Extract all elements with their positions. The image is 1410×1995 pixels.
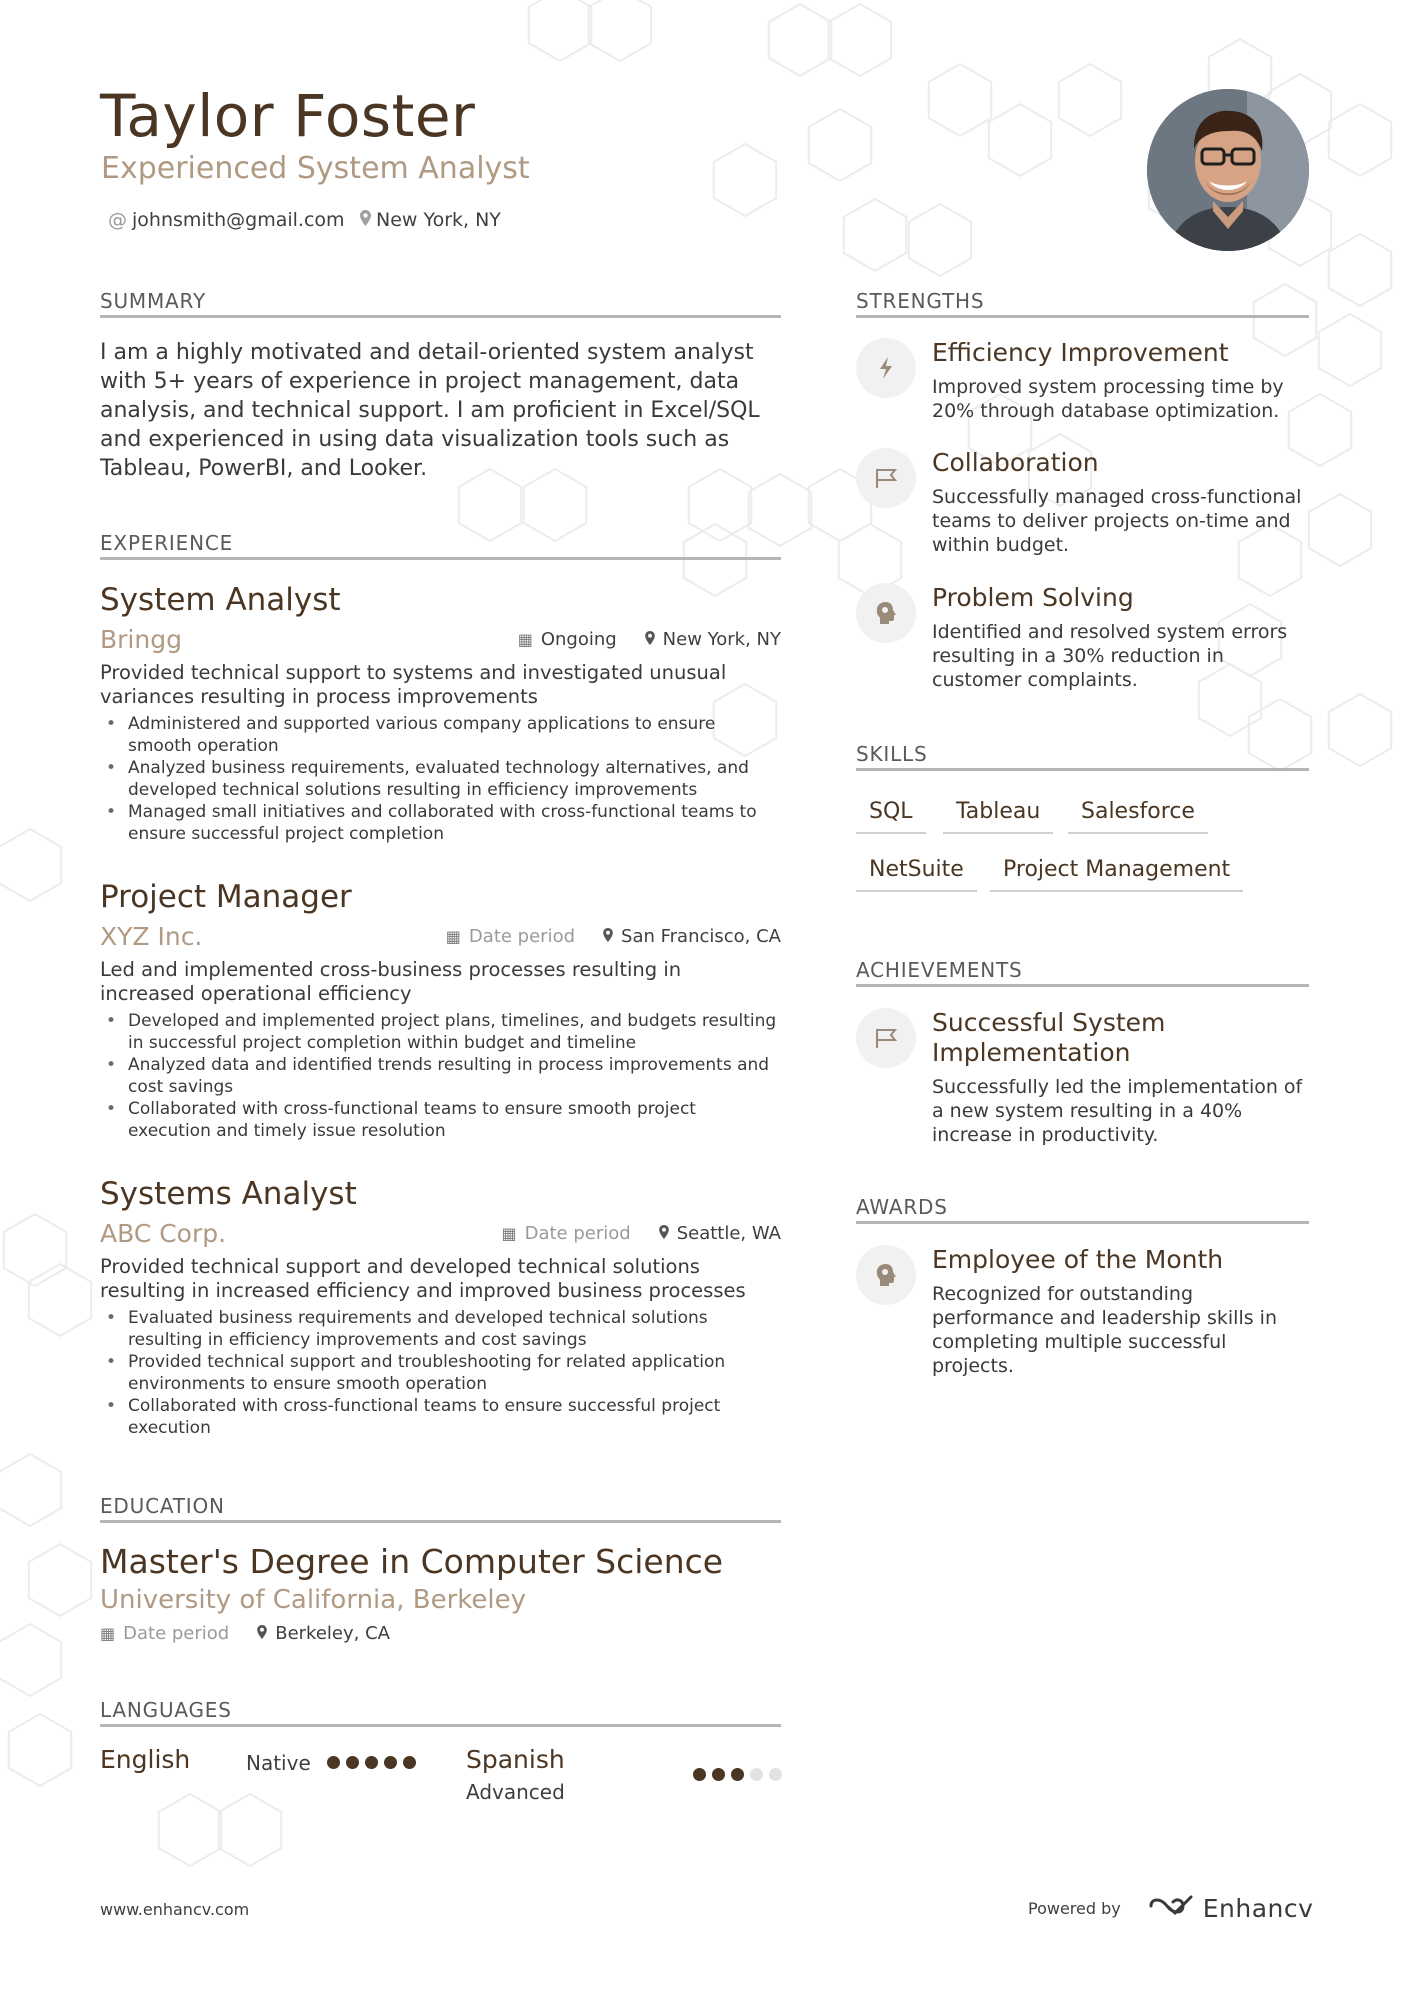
- job-description: Provided technical support to systems and investigated unusual variances resulting in process improvements: [100, 661, 727, 708]
- list-item: • Collaborated with cross-functional teams to ensure successful project execution: [128, 1395, 781, 1439]
- enhancv-logo-icon: [1147, 1893, 1195, 1923]
- list-item: • Analyzed data and identified trends resulting in process improvements and cost savings: [128, 1054, 781, 1098]
- map-pin-icon: [257, 1624, 267, 1643]
- footer-branding[interactable]: [1028, 1893, 1313, 1923]
- brand-name: Enhancv: [1202, 1893, 1314, 1923]
- map-pin-icon: [603, 927, 613, 946]
- experience-heading: EXPERIENCE: [100, 531, 781, 560]
- achievement-title: Successful System Implementation: [932, 1008, 1166, 1067]
- school-name: University of California, Berkeley: [100, 1585, 526, 1615]
- company-name: Bringg: [100, 624, 182, 654]
- job-description: Provided technical support and developed technical solutions resulting in increased efficiency and improved business processes: [100, 1255, 746, 1302]
- job-description: Led and implemented cross-business processes resulting in increased operational efficiency: [100, 958, 682, 1005]
- rating-dot-filled: [731, 1768, 744, 1781]
- footer-website-link[interactable]: www.enhancv.com: [100, 1900, 250, 1919]
- rating-dot-filled: [384, 1756, 397, 1769]
- calendar-icon: ▦: [517, 629, 533, 649]
- location-text: San Francisco, CA: [621, 925, 781, 947]
- brain-head-icon: [856, 583, 916, 643]
- strength-description: Improved system processing time by 20% through database optimization.: [932, 376, 1284, 422]
- location-text: New York, NY: [662, 628, 781, 650]
- location-text: Berkeley, CA: [275, 1623, 390, 1644]
- education-heading: EDUCATION: [100, 1494, 781, 1523]
- map-pin-icon: [360, 209, 371, 231]
- achievements-heading: ACHIEVEMENTS: [856, 958, 1309, 987]
- candidate-name: Taylor Foster: [100, 82, 476, 150]
- calendar-icon: ▦: [501, 1223, 517, 1243]
- list-item: • Administered and supported various company applications to ensure smooth operation: [128, 713, 781, 757]
- rating-dot-filled: [693, 1768, 706, 1781]
- summary-text: I am a highly motivated and detail-oriented system analyst with 5+ years of experience in project management, data analysis, and technical support. I am proficient in Excel/SQL and experienced in using data visualization tools such as Tableau, PowerBI, and Looker.: [100, 340, 760, 481]
- period-text: Ongoing: [540, 628, 617, 650]
- location-text: New York, NY: [376, 209, 501, 231]
- map-pin-icon: [645, 630, 655, 649]
- language-name: Spanish: [466, 1745, 565, 1774]
- job-location: [645, 629, 781, 650]
- rating-dot-empty: [769, 1768, 782, 1781]
- strength-description: Identified and resolved system errors resulting in a 30% reduction in customer complaints.: [932, 621, 1288, 691]
- experience-entry: [100, 1174, 781, 1439]
- email-text: johnsmith@gmail.com: [132, 209, 345, 231]
- job-period: [501, 1223, 630, 1244]
- language-level: Advanced: [466, 1780, 565, 1804]
- skill-tag: NetSuite: [856, 857, 977, 892]
- company-name: ABC Corp.: [100, 1218, 227, 1248]
- lightning-icon: [856, 338, 916, 398]
- experience-entry: [100, 877, 781, 1142]
- languages-heading: LANGUAGES: [100, 1698, 781, 1727]
- job-title: Project Manager: [100, 879, 352, 915]
- job-bullets: [100, 1010, 781, 1142]
- experience-entry: [100, 580, 781, 845]
- strengths-heading: STRENGTHS: [856, 289, 1309, 318]
- job-bullets: [100, 1307, 781, 1439]
- language-level: Native: [246, 1751, 311, 1775]
- period-text: Date period: [468, 925, 576, 947]
- job-period: [518, 629, 617, 650]
- calendar-icon: ▦: [445, 926, 461, 946]
- rating-dot-filled: [712, 1768, 725, 1781]
- strength-description: Successfully managed cross-functional teams to deliver projects on-time and within budget.: [932, 486, 1302, 556]
- rating-dot-empty: [750, 1768, 763, 1781]
- job-title: Systems Analyst: [100, 1176, 357, 1212]
- education-location: [257, 1623, 390, 1644]
- company-name: XYZ Inc.: [100, 921, 203, 951]
- skills-heading: SKILLS: [856, 742, 1309, 771]
- list-item: • Evaluated business requirements and developed technical solutions resulting in efficiency improvements and cost savings: [128, 1307, 781, 1351]
- awards-heading: AWARDS: [856, 1195, 1309, 1224]
- job-period: [446, 926, 575, 947]
- skill-tag: Project Management: [990, 857, 1243, 892]
- language-name: English: [100, 1745, 191, 1774]
- period-text: Date period: [524, 1222, 631, 1244]
- map-pin-icon: [659, 1224, 669, 1243]
- award-title: Employee of the Month: [932, 1245, 1224, 1274]
- education-period: [100, 1623, 229, 1644]
- at-icon: @: [108, 209, 127, 231]
- powered-by-text: Powered by: [1028, 1898, 1121, 1918]
- skill-tag: Tableau: [943, 799, 1053, 834]
- location-text: Seattle, WA: [676, 1222, 781, 1244]
- job-bullets: [100, 713, 781, 845]
- job-location: [603, 926, 781, 947]
- degree-title: Master's Degree in Computer Science: [100, 1542, 724, 1581]
- skill-tag: Salesforce: [1068, 799, 1208, 834]
- list-item: • Developed and implemented project plans, timelines, and budgets resulting in successful project completion within budget and timeline: [128, 1010, 781, 1054]
- list-item: • Analyzed business requirements, evaluated technology alternatives, and developed technical solutions resulting in efficiency improvements: [128, 757, 781, 801]
- contact-email[interactable]: [108, 209, 345, 231]
- award-description: Recognized for outstanding performance and leadership skills in completing multiple successful projects.: [932, 1283, 1277, 1377]
- education-entry: [100, 1541, 781, 1644]
- candidate-title: Experienced System Analyst: [101, 151, 530, 186]
- strength-title: Efficiency Improvement: [932, 338, 1229, 367]
- rating-dot-filled: [403, 1756, 416, 1769]
- list-item: • Provided technical support and troubleshooting for related application environments to ensure smooth operation: [128, 1351, 781, 1395]
- list-item: • Collaborated with cross-functional teams to ensure smooth project execution and timely issue resolution: [128, 1098, 781, 1142]
- rating-dot-filled: [327, 1756, 340, 1769]
- list-item: • Managed small initiatives and collaborated with cross-functional teams to ensure successful project completion: [128, 801, 781, 845]
- job-title: System Analyst: [100, 582, 341, 618]
- language-rating: [327, 1756, 416, 1769]
- flag-icon: [856, 448, 916, 508]
- strength-title: Collaboration: [932, 448, 1099, 477]
- calendar-icon: ▦: [100, 1624, 116, 1643]
- contact-location: [360, 209, 501, 231]
- brain-head-icon: [856, 1245, 916, 1305]
- period-text: Date period: [123, 1623, 230, 1644]
- skill-tag: SQL: [856, 799, 926, 834]
- strength-title: Problem Solving: [932, 583, 1134, 612]
- language-rating: [693, 1768, 782, 1781]
- achievement-description: Successfully led the implementation of a new system resulting in a 40% increase in productivity.: [932, 1076, 1303, 1146]
- rating-dot-filled: [346, 1756, 359, 1769]
- profile-photo: [1147, 89, 1309, 251]
- rating-dot-filled: [365, 1756, 378, 1769]
- flag-icon: [856, 1008, 916, 1068]
- summary-heading: SUMMARY: [100, 289, 781, 318]
- job-location: [659, 1223, 781, 1244]
